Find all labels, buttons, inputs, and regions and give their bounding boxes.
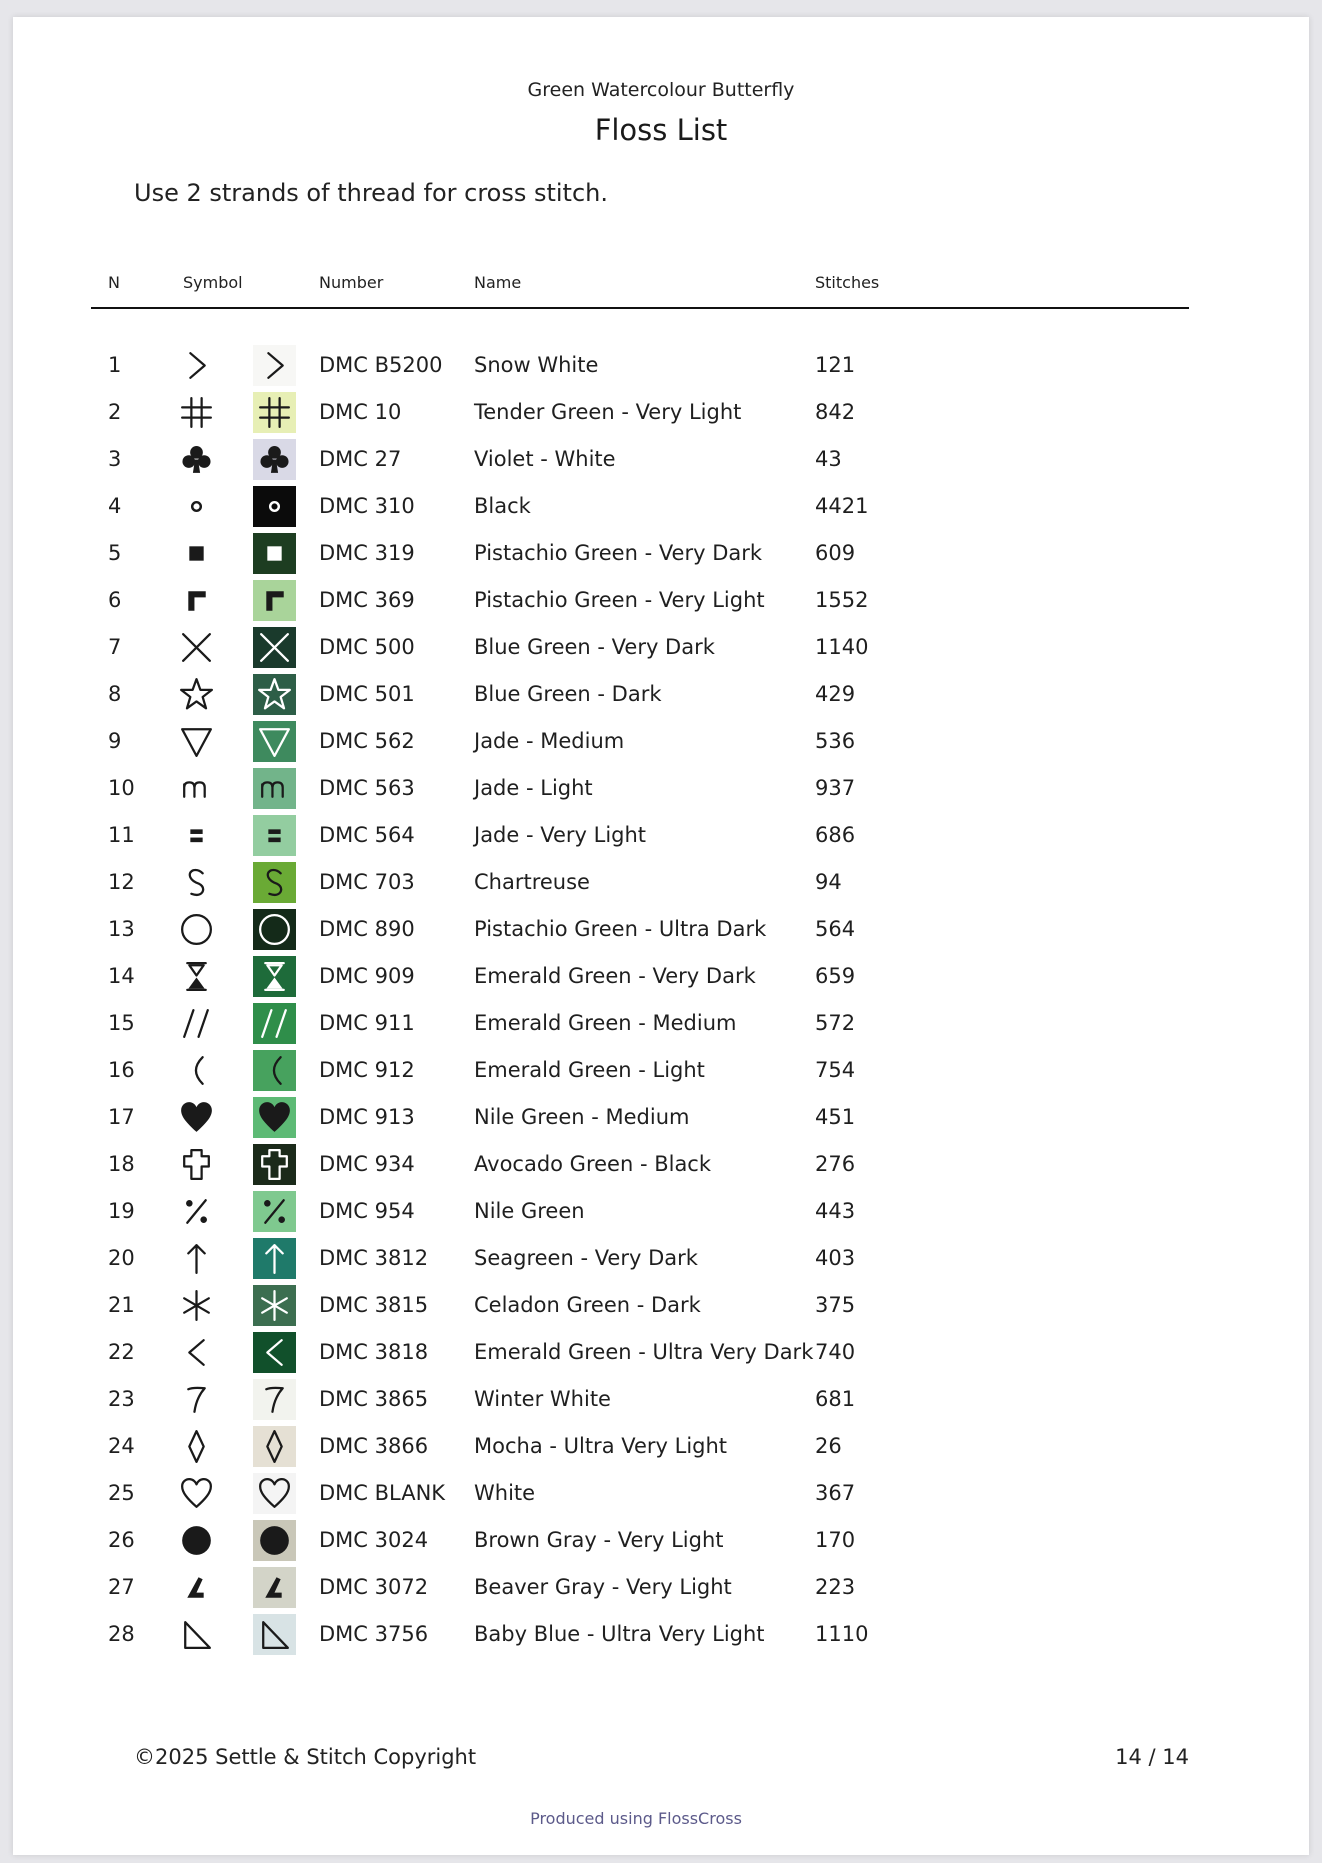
chevron-right-icon	[253, 345, 296, 386]
row-index: 9	[108, 729, 122, 753]
floss-number: DMC 3072	[319, 1575, 429, 1599]
color-swatch	[253, 1379, 296, 1420]
stitch-count: 403	[815, 1246, 856, 1270]
floss-name: Avocado Green - Black	[474, 1152, 712, 1176]
hash-icon	[176, 392, 217, 433]
table-row	[13, 342, 1309, 389]
color-swatch	[253, 1097, 296, 1138]
stitch-count: 536	[815, 729, 856, 753]
row-index: 28	[108, 1622, 135, 1646]
stitch-count: 937	[815, 776, 856, 800]
seven-icon	[176, 1379, 217, 1420]
floss-number: DMC 911	[319, 1011, 415, 1035]
color-swatch	[253, 1332, 296, 1373]
table-row	[13, 577, 1309, 624]
floss-name: Winter White	[474, 1387, 611, 1411]
floss-number: DMC 563	[319, 776, 415, 800]
floss-name: Pistachio Green - Very Dark	[474, 541, 763, 565]
color-swatch	[253, 956, 296, 997]
heart-filled-icon	[253, 1097, 296, 1138]
stitch-count: 1110	[815, 1622, 869, 1646]
table-row	[13, 953, 1309, 1000]
row-index: 7	[108, 635, 122, 659]
m-glyph-icon	[176, 768, 217, 809]
club-icon	[176, 439, 217, 480]
floss-number: DMC 319	[319, 541, 415, 565]
table-row	[13, 1000, 1309, 1047]
circle-icon	[253, 909, 296, 950]
thread-instruction: Use 2 strands of thread for cross stitch.	[134, 179, 608, 207]
table-row	[13, 436, 1309, 483]
row-index: 3	[108, 447, 122, 471]
club-icon	[253, 439, 296, 480]
triangle-down-icon	[253, 721, 296, 762]
corner-icon	[176, 580, 217, 621]
table-row	[13, 859, 1309, 906]
diamond-icon	[253, 1426, 296, 1467]
arrow-up-icon	[253, 1238, 296, 1279]
row-index: 1	[108, 353, 122, 377]
floss-name: Beaver Gray - Very Light	[474, 1575, 732, 1599]
color-swatch	[253, 674, 296, 715]
color-swatch	[253, 1238, 296, 1279]
asterisk-icon	[253, 1285, 296, 1326]
row-index: 22	[108, 1340, 135, 1364]
wedge-icon	[253, 1567, 296, 1608]
stitch-count: 740	[815, 1340, 856, 1364]
double-slash-icon	[253, 1003, 296, 1044]
x-mark-icon	[253, 627, 296, 668]
floss-name: Nile Green	[474, 1199, 585, 1223]
column-header-name: Name	[474, 273, 522, 292]
square-icon	[253, 533, 296, 574]
floss-name: Violet - White	[474, 447, 616, 471]
row-index: 13	[108, 917, 135, 941]
table-row	[13, 1517, 1309, 1564]
color-swatch	[253, 392, 296, 433]
floss-name: Pistachio Green - Ultra Dark	[474, 917, 767, 941]
floss-name: Tender Green - Very Light	[474, 400, 742, 424]
stitch-count: 4421	[815, 494, 869, 518]
floss-number: DMC 913	[319, 1105, 415, 1129]
floss-name: Jade - Very Light	[474, 823, 647, 847]
color-swatch	[253, 815, 296, 856]
row-index: 6	[108, 588, 122, 612]
table-row	[13, 812, 1309, 859]
row-index: 20	[108, 1246, 135, 1270]
hourglass-icon	[253, 956, 296, 997]
table-row	[13, 718, 1309, 765]
row-index: 19	[108, 1199, 135, 1223]
floss-number: DMC 3866	[319, 1434, 429, 1458]
floss-name: Emerald Green - Medium	[474, 1011, 737, 1035]
floss-number: DMC 3756	[319, 1622, 429, 1646]
floss-name: Chartreuse	[474, 870, 590, 894]
floss-number: DMC 890	[319, 917, 415, 941]
row-index: 4	[108, 494, 122, 518]
row-index: 25	[108, 1481, 135, 1505]
color-swatch	[253, 1567, 296, 1608]
equals-icon	[253, 815, 296, 856]
double-slash-icon	[176, 1003, 217, 1044]
corner-icon	[253, 580, 296, 621]
column-header-n: N	[108, 273, 120, 292]
square-icon	[176, 533, 217, 574]
table-row	[13, 765, 1309, 812]
floss-number: DMC 310	[319, 494, 415, 518]
color-swatch	[253, 1614, 296, 1655]
table-row	[13, 1235, 1309, 1282]
stitch-count: 681	[815, 1387, 856, 1411]
color-swatch	[253, 1050, 296, 1091]
row-index: 16	[108, 1058, 135, 1082]
row-index: 11	[108, 823, 135, 847]
floss-name: Brown Gray - Very Light	[474, 1528, 724, 1552]
hourglass-icon	[176, 956, 217, 997]
floss-number: DMC 3812	[319, 1246, 429, 1270]
floss-name: White	[474, 1481, 536, 1505]
s-glyph-icon	[253, 862, 296, 903]
chevron-right-icon	[176, 345, 217, 386]
stitch-count: 26	[815, 1434, 842, 1458]
page-title: Floss List	[594, 113, 728, 147]
chevron-left-icon	[253, 1332, 296, 1373]
column-header-number: Number	[319, 273, 384, 292]
color-swatch	[253, 1473, 296, 1514]
column-header-stitches: Stitches	[815, 273, 880, 292]
table-row	[13, 1611, 1309, 1658]
floss-number: DMC 3024	[319, 1528, 429, 1552]
stitch-count: 842	[815, 400, 856, 424]
row-index: 27	[108, 1575, 135, 1599]
table-row	[13, 530, 1309, 577]
color-swatch	[253, 345, 296, 386]
floss-name: Blue Green - Very Dark	[474, 635, 715, 659]
triangle-down-icon	[176, 721, 217, 762]
color-swatch	[253, 768, 296, 809]
percent-icon	[176, 1191, 217, 1232]
star-icon	[176, 674, 217, 715]
page-number: 14 / 14	[1115, 1745, 1189, 1769]
floss-number: DMC 3815	[319, 1293, 429, 1317]
stitch-count: 43	[815, 447, 842, 471]
color-swatch	[253, 1520, 296, 1561]
stitch-count: 429	[815, 682, 856, 706]
floss-number: DMC 909	[319, 964, 415, 988]
copyright-text: ©2025 Settle & Stitch Copyright	[134, 1745, 477, 1769]
floss-number: DMC 912	[319, 1058, 415, 1082]
stitch-count: 451	[815, 1105, 856, 1129]
header-divider	[91, 307, 1189, 309]
color-swatch	[253, 1285, 296, 1326]
row-index: 10	[108, 776, 135, 800]
produced-by-text: Produced using FlossCross	[530, 1809, 742, 1828]
stitch-count: 223	[815, 1575, 856, 1599]
floss-name: Blue Green - Dark	[474, 682, 662, 706]
floss-number: DMC 501	[319, 682, 415, 706]
color-swatch	[253, 439, 296, 480]
heart-filled-icon	[176, 1097, 217, 1138]
pattern-subtitle: Green Watercolour Butterfly	[527, 79, 795, 101]
floss-number: DMC 3818	[319, 1340, 429, 1364]
column-header-symbol: Symbol	[183, 273, 243, 292]
dot-filled-icon	[253, 1520, 296, 1561]
stitch-count: 1552	[815, 588, 869, 612]
document-page	[13, 17, 1309, 1855]
row-index: 5	[108, 541, 122, 565]
table-row	[13, 906, 1309, 953]
table-row	[13, 1047, 1309, 1094]
color-swatch	[253, 580, 296, 621]
row-index: 8	[108, 682, 122, 706]
right-triangle-icon	[176, 1614, 217, 1655]
color-swatch	[253, 1003, 296, 1044]
floss-name: Jade - Light	[474, 776, 593, 800]
cross-outline-icon	[176, 1144, 217, 1185]
row-index: 24	[108, 1434, 135, 1458]
wedge-icon	[176, 1567, 217, 1608]
table-row	[13, 1329, 1309, 1376]
row-index: 26	[108, 1528, 135, 1552]
stitch-count: 609	[815, 541, 856, 565]
row-index: 15	[108, 1011, 135, 1035]
table-row	[13, 389, 1309, 436]
floss-name: Jade - Medium	[474, 729, 625, 753]
row-index: 23	[108, 1387, 135, 1411]
row-index: 14	[108, 964, 135, 988]
heart-outline-icon	[253, 1473, 296, 1514]
m-glyph-icon	[253, 768, 296, 809]
floss-name: Mocha - Ultra Very Light	[474, 1434, 728, 1458]
color-swatch	[253, 486, 296, 527]
table-row	[13, 483, 1309, 530]
floss-name: Snow White	[474, 353, 599, 377]
floss-number: DMC 369	[319, 588, 415, 612]
row-index: 21	[108, 1293, 135, 1317]
table-row	[13, 624, 1309, 671]
floss-name: Nile Green - Medium	[474, 1105, 690, 1129]
right-triangle-icon	[253, 1614, 296, 1655]
stitch-count: 572	[815, 1011, 856, 1035]
floss-number: DMC 500	[319, 635, 415, 659]
floss-number: DMC 3865	[319, 1387, 429, 1411]
floss-number: DMC 703	[319, 870, 415, 894]
asterisk-icon	[176, 1285, 217, 1326]
floss-name: Pistachio Green - Very Light	[474, 588, 765, 612]
s-glyph-icon	[176, 862, 217, 903]
table-row	[13, 1141, 1309, 1188]
floss-number: DMC 564	[319, 823, 415, 847]
dot-filled-icon	[176, 1520, 217, 1561]
table-row	[13, 1188, 1309, 1235]
table-row	[13, 1470, 1309, 1517]
color-swatch	[253, 721, 296, 762]
row-index: 2	[108, 400, 122, 424]
floss-number: DMC 934	[319, 1152, 415, 1176]
paren-icon	[176, 1050, 217, 1091]
floss-name: Seagreen - Very Dark	[474, 1246, 698, 1270]
row-index: 17	[108, 1105, 135, 1129]
floss-name: Emerald Green - Ultra Very Dark	[474, 1340, 814, 1364]
stitch-count: 121	[815, 353, 856, 377]
stitch-count: 94	[815, 870, 842, 894]
stitch-count: 170	[815, 1528, 856, 1552]
stitch-count: 1140	[815, 635, 869, 659]
hash-icon	[253, 392, 296, 433]
floss-number: DMC 10	[319, 400, 402, 424]
x-mark-icon	[176, 627, 217, 668]
floss-name: Emerald Green - Light	[474, 1058, 705, 1082]
color-swatch	[253, 1426, 296, 1467]
color-swatch	[253, 533, 296, 574]
floss-number: DMC B5200	[319, 353, 443, 377]
stitch-count: 659	[815, 964, 856, 988]
floss-name: Black	[474, 494, 531, 518]
circle-icon	[176, 909, 217, 950]
stitch-count: 375	[815, 1293, 856, 1317]
stitch-count: 564	[815, 917, 856, 941]
small-circle-icon	[253, 486, 296, 527]
diamond-icon	[176, 1426, 217, 1467]
floss-number: DMC 562	[319, 729, 415, 753]
table-row	[13, 1282, 1309, 1329]
seven-icon	[253, 1379, 296, 1420]
equals-icon	[176, 815, 217, 856]
stitch-count: 367	[815, 1481, 856, 1505]
floss-name: Celadon Green - Dark	[474, 1293, 701, 1317]
stitch-count: 276	[815, 1152, 856, 1176]
arrow-up-icon	[176, 1238, 217, 1279]
table-row	[13, 1564, 1309, 1611]
floss-name: Baby Blue - Ultra Very Light	[474, 1622, 765, 1646]
color-swatch	[253, 909, 296, 950]
stitch-count: 443	[815, 1199, 856, 1223]
floss-number: DMC 954	[319, 1199, 415, 1223]
table-row	[13, 671, 1309, 718]
chevron-left-icon	[176, 1332, 217, 1373]
floss-name: Emerald Green - Very Dark	[474, 964, 756, 988]
percent-icon	[253, 1191, 296, 1232]
color-swatch	[253, 1144, 296, 1185]
table-row	[13, 1423, 1309, 1470]
cross-outline-icon	[253, 1144, 296, 1185]
table-row	[13, 1094, 1309, 1141]
star-icon	[253, 674, 296, 715]
color-swatch	[253, 1191, 296, 1232]
row-index: 18	[108, 1152, 135, 1176]
stitch-count: 754	[815, 1058, 856, 1082]
floss-number: DMC BLANK	[319, 1481, 446, 1505]
color-swatch	[253, 627, 296, 668]
row-index: 12	[108, 870, 135, 894]
table-row	[13, 1376, 1309, 1423]
stitch-count: 686	[815, 823, 856, 847]
color-swatch	[253, 862, 296, 903]
small-circle-icon	[176, 486, 217, 527]
paren-icon	[253, 1050, 296, 1091]
floss-number: DMC 27	[319, 447, 402, 471]
heart-outline-icon	[176, 1473, 217, 1514]
